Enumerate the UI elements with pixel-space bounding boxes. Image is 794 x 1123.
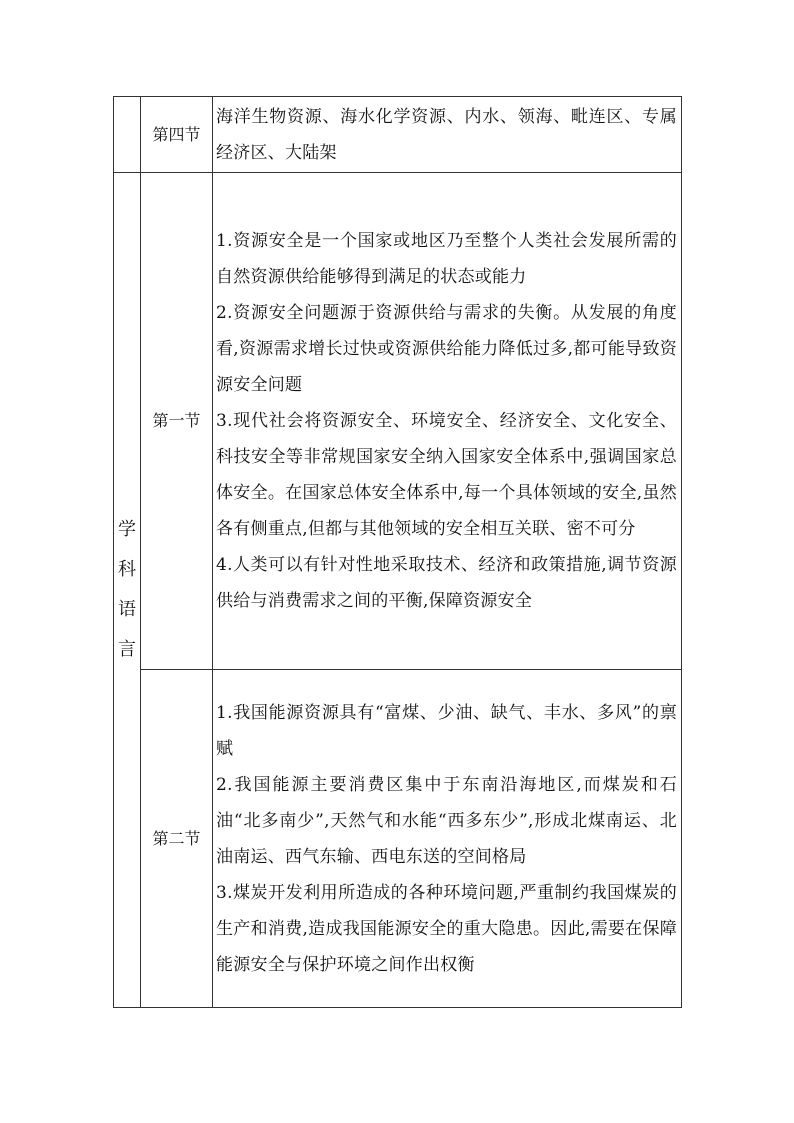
section-label: 第一节 (152, 411, 201, 430)
knowledge-table (113, 96, 682, 1008)
section-label-cell (141, 97, 213, 173)
subject-label: 学科语言 (118, 519, 136, 660)
content-paragraph: 3.现代社会将资源安全、环境安全、经济安全、文化安全、科技安全等非常规国家安全纳入国家安全体系中,强调国家总体安全。在国家总体安全体系中,每一个具体领域的安全,虽然各有侧重点,但都与其他领域的安全相互关联、密不可分 (216, 411, 677, 539)
section-label: 第四节 (152, 124, 201, 144)
content-paragraph: 4.人类可以有针对性地采取技术、经济和政策措施,调节资源供给与消费需求之间的平衡,保障资源安全 (216, 555, 677, 611)
content-cell (213, 670, 682, 1008)
table-row (114, 670, 682, 1008)
section-label-cell (141, 670, 213, 1008)
content-cell (213, 173, 682, 670)
section-label-cell (141, 173, 213, 670)
empty-subject-cell (114, 97, 141, 173)
content-paragraph: 1.我国能源资源具有“富煤、少油、缺气、丰水、多风”的禀赋 (216, 702, 677, 759)
content-paragraph: 2.资源安全问题源于资源供给与需求的失衡。从发展的角度看,资源需求增长过快或资源供给能力降低过多,都可能导致资源安全问题 (216, 303, 677, 395)
table-row (114, 173, 682, 670)
table-row (114, 97, 682, 173)
section-label: 第二节 (152, 828, 201, 848)
content-paragraph: 2.我国能源主要消费区集中于东南沿海地区,而煤炭和石油“北多南少”,天然气和水能“西多东少”,形成北煤南运、北油南运、西气东输、西电东送的空间格局 (216, 774, 677, 867)
content-paragraph: 3.煤炭开发利用所造成的各种环境问题,严重制约我国煤炭的生产和消费,造成我国能源安全的重大隐患。因此,需要在保障能源安全与保护环境之间作出权衡 (216, 882, 677, 975)
content-paragraph: 1.资源安全是一个国家或地区乃至整个人类社会发展所需的自然资源供给能够得到满足的状态或能力 (216, 231, 677, 287)
content-paragraph: 海洋生物资源、海水化学资源、内水、领海、毗连区、专属经济区、大陆架 (216, 107, 677, 163)
content-cell (213, 97, 682, 173)
subject-cell (114, 173, 141, 1008)
